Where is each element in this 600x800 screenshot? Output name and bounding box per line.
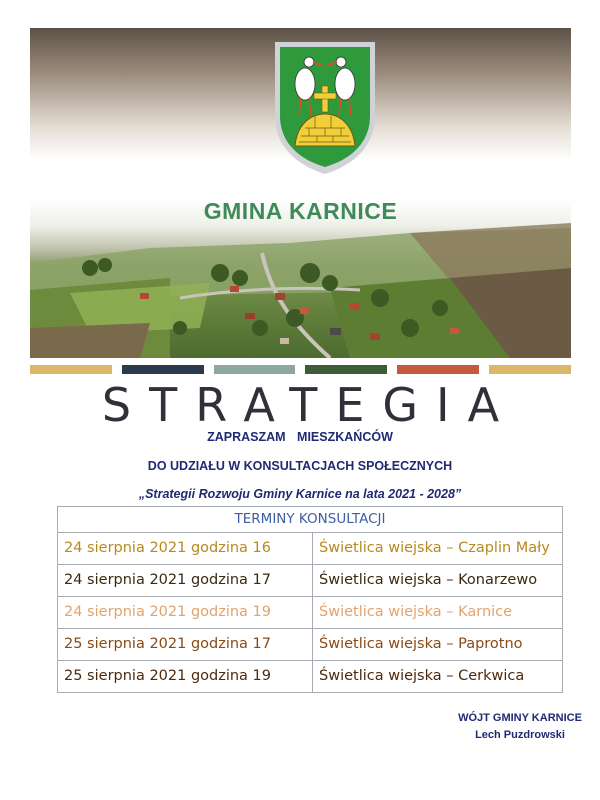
schedule-place: Świetlica wiejska – Konarzewo: [319, 572, 538, 588]
schedule-date: 24 sierpnia 2021 godzina 17: [58, 565, 313, 596]
invite-line-3: „Strategii Rozwoju Gminy Karnice na lata 2021 - 2028”: [138, 487, 462, 501]
schedule-row: [58, 533, 562, 565]
stripe-segment: [489, 365, 571, 374]
hero-aerial-photo: [30, 28, 571, 358]
schedule-place: Świetlica wiejska – Czaplin Mały: [319, 540, 550, 556]
schedule-date: 25 sierpnia 2021 godzina 19: [58, 661, 313, 692]
color-stripe: [30, 365, 571, 374]
consultation-schedule-table: [57, 506, 563, 693]
schedule-row: [58, 565, 562, 597]
stripe-segment: [397, 365, 479, 374]
schedule-date: 24 sierpnia 2021 godzina 16: [58, 533, 313, 564]
invite-line-2: DO UDZIAŁU W KONSULTACJACH SPOŁECZNYCH: [147, 459, 453, 473]
stripe-segment: [30, 365, 112, 374]
brand-name: GMINA KARNICE: [203, 198, 398, 224]
schedule-header: TERMINY KONSULTACJI: [58, 507, 562, 533]
schedule-date: 24 sierpnia 2021 godzina 19: [58, 597, 313, 628]
document-title: STRATEGIA: [101, 378, 518, 432]
schedule-place: Świetlica wiejska – Karnice: [319, 604, 513, 620]
stripe-segment: [122, 365, 204, 374]
schedule-place: Świetlica wiejska – Cerkwica: [319, 668, 525, 684]
signature-title: WÓJT GMINY KARNICE: [458, 712, 582, 724]
schedule-row: [58, 629, 562, 661]
stripe-segment: [214, 365, 296, 374]
signature-name: Lech Puzdrowski: [475, 729, 565, 741]
invite-line-1: ZAPRASZAM MIESZKAŃCÓW: [207, 430, 393, 444]
schedule-row: [58, 661, 562, 692]
schedule-date: 25 sierpnia 2021 godzina 17: [58, 629, 313, 660]
coat-of-arms-icon: [271, 36, 379, 176]
schedule-row: [58, 597, 562, 629]
stripe-segment: [305, 365, 387, 374]
schedule-place: Świetlica wiejska – Paprotno: [319, 636, 523, 652]
